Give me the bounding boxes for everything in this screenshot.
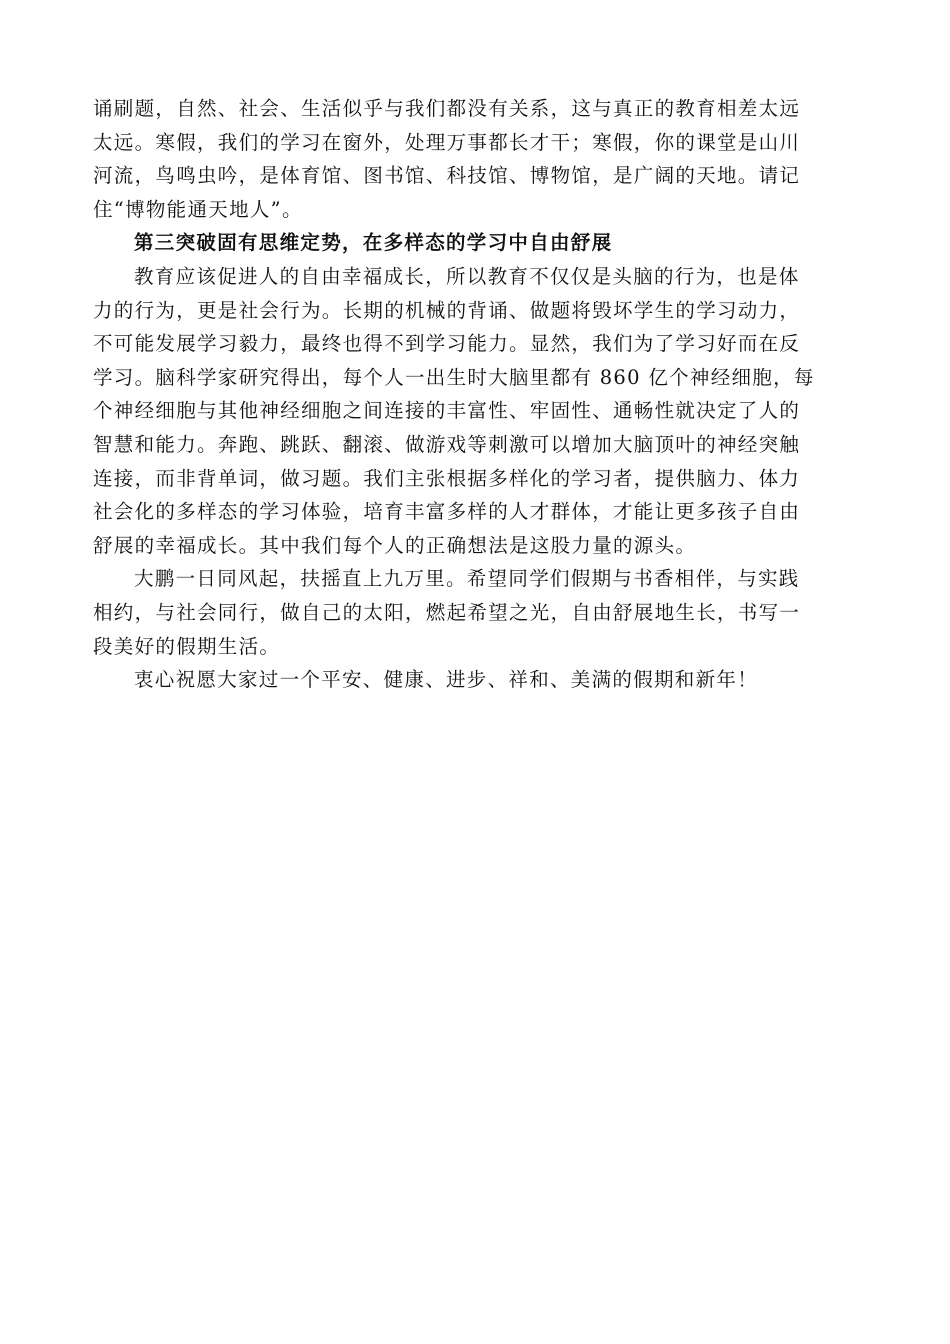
paragraph-education: [93, 260, 855, 562]
text-line: 段美好的假期生活。: [93, 634, 281, 658]
text-line: 舒展的幸福成长。其中我们每个人的正确想法是这股力量的源头。: [93, 533, 697, 557]
text-line: 教育应该促进人的自由幸福成长，所以教育不仅仅是头脑的行为，也是体: [134, 264, 800, 288]
text-line: 相约，与社会同行，做自己的太阳，燃起希望之光，自由舒展地生长，书写一: [93, 600, 801, 624]
paragraph-wish: [93, 663, 855, 697]
text-line: 太远。寒假，我们的学习在窗外，处理万事都长才干；寒假，你的课堂是山川: [93, 130, 801, 154]
text-line: 衷心祝愿大家过一个平安、健康、进步、祥和、美满的假期和新年！: [134, 668, 759, 692]
text-line: 连接，而非背单词，做习题。我们主张根据多样化的学习者，提供脑力、体力: [93, 466, 801, 490]
text-line: 河流，鸟鸣虫吟，是体育馆、图书馆、科技馆、博物馆，是广阔的天地。请记: [93, 164, 801, 188]
paragraph-continued: [93, 92, 855, 226]
text-line: 住“博物能通天地人”。: [93, 197, 303, 221]
text-line: 力的行为，更是社会行为。长期的机械的背诵、做题将毁坏学生的学习动力，: [93, 298, 801, 322]
text-line: 诵刷题，自然、社会、生活似乎与我们都没有关系，这与真正的教育相差太远: [93, 97, 801, 120]
text-line: 智慧和能力。奔跑、跳跃、翻滚、做游戏等刺激可以增加大脑顶叶的神经突触: [93, 432, 801, 456]
text-line: 不可能发展学习毅力，最终也得不到学习能力。显然，我们为了学习好而在反: [93, 332, 801, 356]
text-line: 社会化的多样态的学习体验，培育丰富多样的人才群体，才能让更多孩子自由: [93, 500, 801, 524]
text-line: 个神经细胞与其他神经细胞之间连接的丰富性、牢固性、通畅性就决定了人的: [93, 399, 801, 423]
paragraph-dapeng: [93, 562, 855, 663]
document-page: [93, 92, 855, 697]
text-line: 学习。脑科学家研究得出，每个人一出生时大脑里都有 860 亿个神经细胞，每: [93, 365, 815, 389]
section-heading-3: 第三突破固有思维定势，在多样态的学习中自由舒展: [134, 231, 613, 255]
text-line: 大鹏一日同风起，扶摇直上九万里。希望同学们假期与书香相伴，与实践: [134, 567, 800, 591]
